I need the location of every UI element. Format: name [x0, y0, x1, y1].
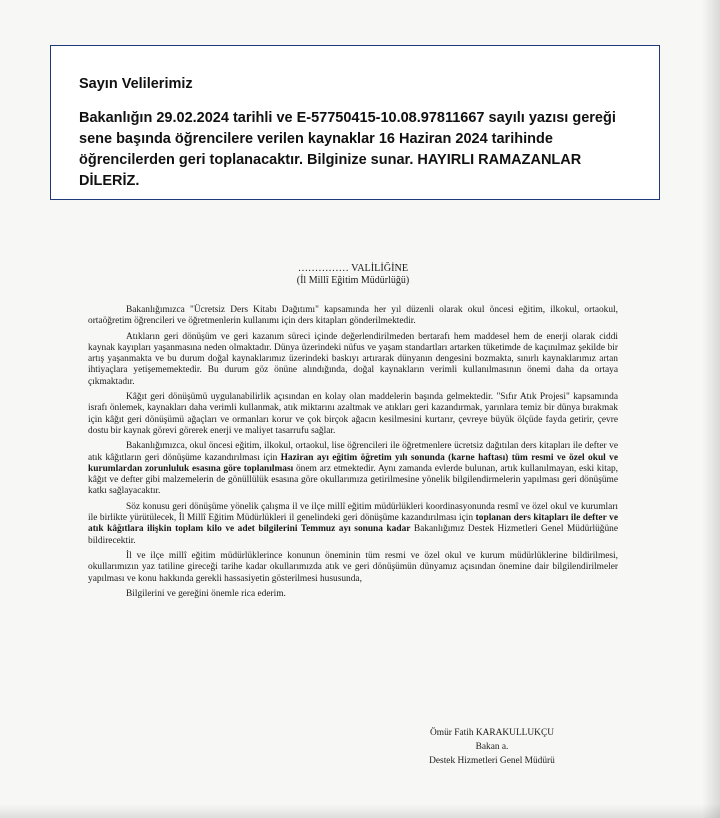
letter-text: Bakanlığımızca, okul öncesi eğitim, ilkokul, ortaokul, lise öğrencileri ile öğretmenlere ücretsiz dağıtılan ders kitapları ile defter ve atık kâğıtların geri dönüşüme kazandırılması için: [88, 441, 618, 463]
signature-title: Destek Hizmetleri Genel Müdürü: [429, 756, 555, 766]
letter-addressee: …………… VALİLİĞİNE: [297, 263, 409, 274]
letter-addressee-sub: (İl Millî Eğitim Müdürlüğü): [296, 275, 410, 286]
letter-paragraph: Kâğıt geri dönüşümü uygulanabilirlik açısından en kolay olan maddelerin başında gelmektedir. "Sıfır Atık Projesi" kapsamında israfı önlemek, kaynakları daha verimli kullanmak, atık miktarını azaltmak ve atıkları geri kazandırmak, yarınlara temiz bir dünya bırakmak için kâğıt geri dönüşümü ağaçları ve ormanları korur ve çok birçok ağacın kesilmesini kurtarır, çevreye büyük ölçüde fayda getirir, çevre dostu bir kaynak görevi görerek enerji ve maliyet tasarrufu sağlar.: [88, 392, 618, 436]
signature-name: Ömür Fatih KARAKULLUKÇU: [430, 728, 554, 738]
notice-box: [50, 45, 660, 200]
letter-paragraph: [88, 502, 618, 547]
letter-text: Söz konusu geri dönüşüme yönelik çalışma il ve ilçe millî eğitim müdürlükleri koordinasyonunda resmî ve özel okul ve kurumları ile birlikte yürütülecek, İl Millî Eğitim Müdürlükleri il genelindeki geri dönüşüme kazandırılması için: [88, 501, 618, 524]
letter-text: önem arz etmektedir. Aynı zamanda evlerde bulunan, artık kullanılmayan, eski kitap, kâğıt ve defter gibi malzemelerin de gönüllülük esasına göre okullarımıza getirilmesine yönelik bilgilendirmelerin yapılması geri dönüşüme katkı sağlayacaktır.: [88, 463, 619, 497]
letter-paragraph: Atıkların geri dönüşüm ve geri kazanım süreci içinde değerlendirilmeden bertarafı hem maddesel hem de enerji olarak ciddi kaynak kayıpları yaşanmasına neden olmaktadır. Dünya üzerindeki nüfus ve yaşam standartları artarken tüketimde de kaçınılmaz şekilde bir artış yaşanmakta ve bu durum doğal kaynaklarımız üzerindeki baskıyı artırarak dünyanın dengesini bozmakta, sınırlı kaynaklarımız artan ihtiyaçlara yetişememektedir. Bu durum göz önüne alındığında, doğal kaynakların verimli kullanılmasının önemi daha da ortaya çıkmaktadır.: [88, 331, 618, 387]
signature-block: [392, 726, 592, 768]
page-shadow-bottom: [0, 804, 720, 818]
signature-on-behalf: Bakan a.: [475, 742, 509, 752]
page-shadow-right: [702, 0, 720, 818]
letter-closing: Bilgilerini ve gereğini önemle rica ederim.: [126, 588, 286, 599]
letter-paragraph: Bakanlığımızca "Ücretsiz Ders Kitabı Dağıtımı" kapsamında her yıl düzenli olarak okul öncesi eğitim, ilkokul, ortaokul, ortaöğretim öğrencileri ve öğretmenlerin kullanımı için ders kitapları gönderilmektedir.: [88, 305, 618, 327]
notice-body: Bakanlığın 29.02.2024 tarihli ve E-57750415-10.08.97811667 sayılı yazısı gereği sene başında öğrencilere verilen kaynaklar 16 Haziran 2024 tarihinde öğrencilerden geri toplanacaktır. Bilginize sunar. HAYIRLI RAMAZANLAR DİLERİZ.: [79, 110, 616, 189]
letter-text: Bakanlığımız Destek Hizmetleri Genel Müdürlüğüne bildirecektir.: [88, 524, 618, 546]
letter-emphasis: toplanan ders kitapları ile defter ve atık kâğıtlara ilişkin toplam kilo ve adet bilgilerini Temmuz ayı sonuna kadar: [88, 513, 618, 535]
letter-paragraph: [88, 441, 618, 497]
letter-paragraph: İl ve ilçe millî eğitim müdürlüklerince konunun öneminin tüm resmi ve özel okul ve kurum müdürlüklerine bildirilmesi, okullarımızın yaz tatiline gireceği tarihe kadar okullarımızda atık ve geri dönüşümün dünyamız açısından önemine dair bilgilendirilmeler yapılması ve konu hakkında gerekli hassasiyetin gösterilmesi hususunda,: [88, 550, 618, 584]
letter-emphasis: Haziran ayı eğitim öğretim yılı sonunda (karne haftası) tüm resmi ve özel okul ve kurumlardan zorunluluk esasına göre toplanılması: [88, 452, 618, 474]
official-letter: [88, 262, 618, 604]
notice-greeting: Sayın Velilerimiz: [79, 76, 193, 92]
